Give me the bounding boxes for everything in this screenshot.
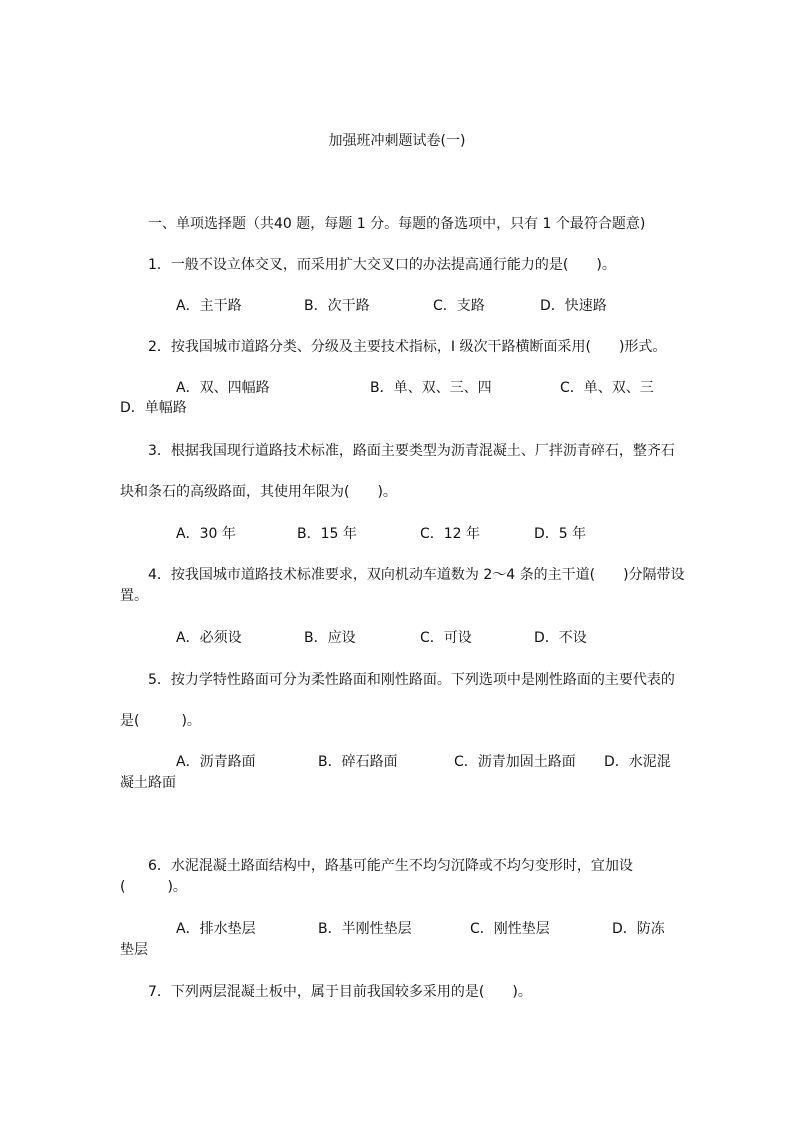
question-3-option-d: D．5 年 xyxy=(534,526,587,542)
question-4-option-b: B．应设 xyxy=(304,630,356,646)
question-6-stem-line-1: 6．水泥混凝土路面结构中，路基可能产生不均匀沉降或不均匀变形时，宜加设 xyxy=(148,858,633,874)
question-4-option-d: D．不设 xyxy=(534,630,587,646)
question-2-option-c: C．单、双、三 xyxy=(560,380,654,396)
question-4-stem-line-1: 4．按我国城市道路技术标准要求，双向机动车道数为 2～4 条的主干道( )分隔带设 xyxy=(148,567,685,583)
question-2-option-d: D．单幅路 xyxy=(120,400,187,416)
question-5-option-a: A．沥青路面 xyxy=(176,754,256,770)
question-1-option-a: A．主干路 xyxy=(176,298,242,314)
page-title: 加强班冲刺题试卷(一) xyxy=(328,133,466,149)
question-4-stem-line-2: 置。 xyxy=(120,588,148,604)
question-4-option-a: A．必须设 xyxy=(176,630,242,646)
question-5-option-d: D．水泥混 xyxy=(604,754,671,770)
question-5-option-c: C．沥青加固土路面 xyxy=(454,754,576,770)
question-6-option-d-continued: 垫层 xyxy=(120,942,148,958)
question-6-stem-line-2: ( )。 xyxy=(120,879,187,895)
question-5-option-d-continued: 凝土路面 xyxy=(120,775,176,791)
question-6-option-a: A．排水垫层 xyxy=(176,921,256,937)
question-1-stem: 1．一般不设立体交叉，而采用扩大交叉口的办法提高通行能力的是( )。 xyxy=(148,257,616,273)
question-6-option-c: C．刚性垫层 xyxy=(470,921,550,937)
question-2-option-b: B．单、双、三、四 xyxy=(370,380,492,396)
question-3-stem-line-1: 3．根据我国现行道路技术标准，路面主要类型为沥青混凝土、厂拌沥青碎石，整齐石 xyxy=(148,443,675,459)
question-6-option-b: B．半刚性垫层 xyxy=(318,921,412,937)
question-5-option-b: B．碎石路面 xyxy=(318,754,398,770)
question-2-option-a: A．双、四幅路 xyxy=(176,380,270,396)
question-6-option-d: D．防冻 xyxy=(612,921,665,937)
question-1-option-c: C．支路 xyxy=(433,298,485,314)
question-5-stem-line-1: 5．按力学特性路面可分为柔性路面和刚性路面。下列选项中是刚性路面的主要代表的 xyxy=(148,672,675,688)
question-3-stem-line-2: 块和条石的高级路面，其使用年限为( )。 xyxy=(120,484,397,500)
question-3-option-c: C．12 年 xyxy=(420,526,481,542)
question-3-option-a: A．30 年 xyxy=(176,526,236,542)
question-5-stem-line-2: 是( )。 xyxy=(120,713,201,729)
section-heading: 一、单项选择题（共40 题，每题 1 分。每题的备选项中，只有 1 个最符合题意) xyxy=(148,216,646,232)
question-7-stem: 7．下列两层混凝土板中，属于目前我国较多采用的是( )。 xyxy=(148,984,532,1000)
question-3-option-b: B．15 年 xyxy=(297,526,357,542)
question-4-option-c: C．可设 xyxy=(420,630,472,646)
question-1-option-b: B．次干路 xyxy=(304,298,370,314)
question-1-option-d: D．快速路 xyxy=(540,298,607,314)
question-2-stem: 2．按我国城市道路分类、分级及主要技术指标，I 级次干路横断面采用( )形式。 xyxy=(148,339,667,355)
